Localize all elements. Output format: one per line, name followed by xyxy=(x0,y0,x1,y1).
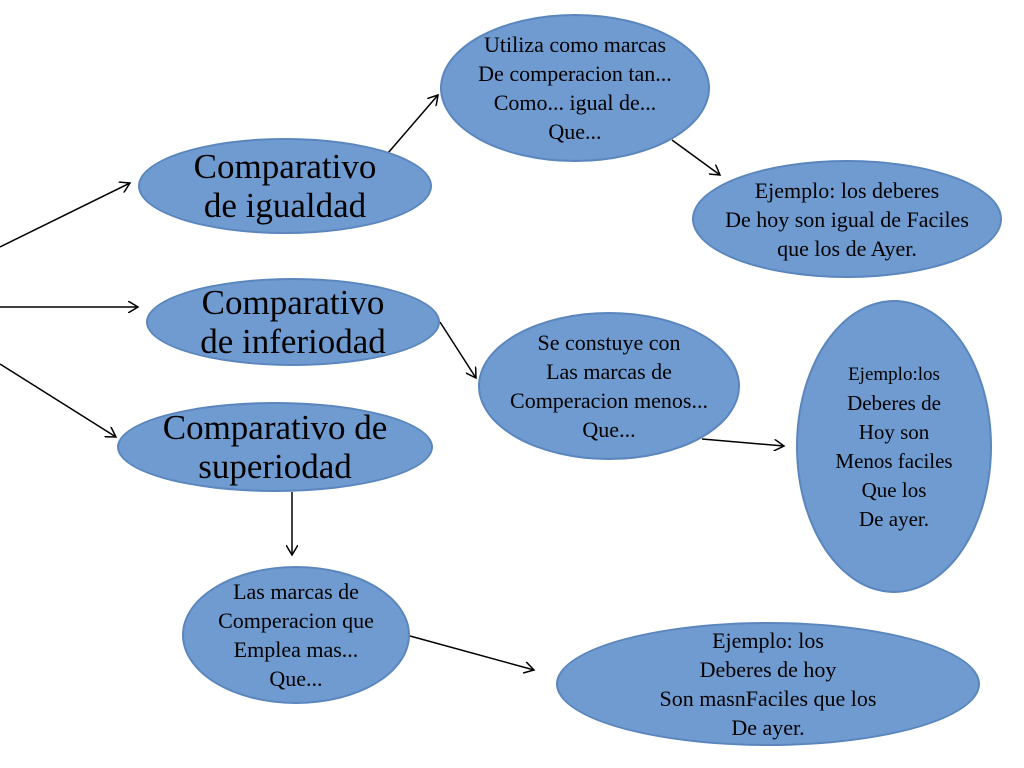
node-line: Deberes de hoy xyxy=(699,657,837,682)
node-line: Utiliza como marcas xyxy=(483,32,667,57)
arrow-marcas-to-ejemplo-superiodad xyxy=(410,636,534,670)
node-line: Hoy son xyxy=(858,419,930,444)
node-line: Comperacion menos... xyxy=(510,388,708,413)
node-marcas-igualdad xyxy=(440,14,710,162)
node-line: que los de Ayer. xyxy=(777,235,917,261)
node-text xyxy=(835,360,952,534)
node-line: Como... igual de... xyxy=(493,90,657,115)
node-line: Comparativo de xyxy=(162,408,388,447)
node-line: Que... xyxy=(548,119,602,144)
node-line: De ayer. xyxy=(731,715,805,740)
node-line: De hoy son igual de Faciles xyxy=(725,206,969,232)
node-line: Que... xyxy=(269,666,323,691)
node-ejemplo-inferiodad xyxy=(796,300,992,593)
node-marcas-inferiodad xyxy=(478,312,740,460)
node-line: Emplea mas... xyxy=(233,637,359,662)
node-line: Son masnFaciles que los xyxy=(659,686,877,711)
node-line: Las marcas de xyxy=(233,579,359,604)
node-line: Comperacion que xyxy=(218,608,374,633)
node-line: De comperacion tan... xyxy=(478,61,672,86)
arrow-marcas-to-ejemplo-inferiodad xyxy=(702,439,784,446)
arrow-root-to-igualdad xyxy=(0,183,130,247)
node-line: Se constuye con xyxy=(537,330,681,355)
node-line: Menos faciles xyxy=(835,448,953,473)
node-ejemplo-superiodad xyxy=(556,622,980,746)
node-text xyxy=(194,147,377,225)
node-line: Ejemplo: los xyxy=(712,628,824,653)
arrow-inferiodad-to-marcas xyxy=(440,322,476,378)
node-line: Las marcas de xyxy=(546,359,672,384)
node-text xyxy=(660,626,877,742)
node-line: Deberes de xyxy=(847,390,941,415)
node-text xyxy=(478,30,672,146)
node-comparativo-inferiodad xyxy=(146,278,440,366)
node-line: Ejemplo: los deberes xyxy=(754,177,940,203)
node-text xyxy=(510,328,708,444)
arrow-marcas-to-ejemplo-igualdad xyxy=(672,140,720,175)
node-line: Comparativo xyxy=(201,283,385,322)
node-line: Ejemplo:los xyxy=(848,363,940,385)
node-ejemplo-igualdad xyxy=(692,160,1002,278)
node-line: Que... xyxy=(582,417,636,442)
arrow-root-to-superiodad xyxy=(0,364,116,437)
node-line: De ayer. xyxy=(859,506,929,531)
node-line: Comparativo xyxy=(193,147,377,186)
node-line: superiodad xyxy=(198,447,352,486)
node-text xyxy=(218,577,374,693)
node-line: de inferiodad xyxy=(200,322,386,361)
arrow-igualdad-to-marcas xyxy=(388,95,438,153)
node-text xyxy=(163,408,388,486)
node-line: Que los xyxy=(861,477,927,502)
node-text xyxy=(200,283,386,361)
node-comparativo-superiodad xyxy=(117,402,433,492)
node-marcas-superiodad xyxy=(182,566,410,704)
node-text xyxy=(725,176,969,263)
node-comparativo-igualdad xyxy=(138,138,432,234)
node-line: de igualdad xyxy=(203,186,367,225)
